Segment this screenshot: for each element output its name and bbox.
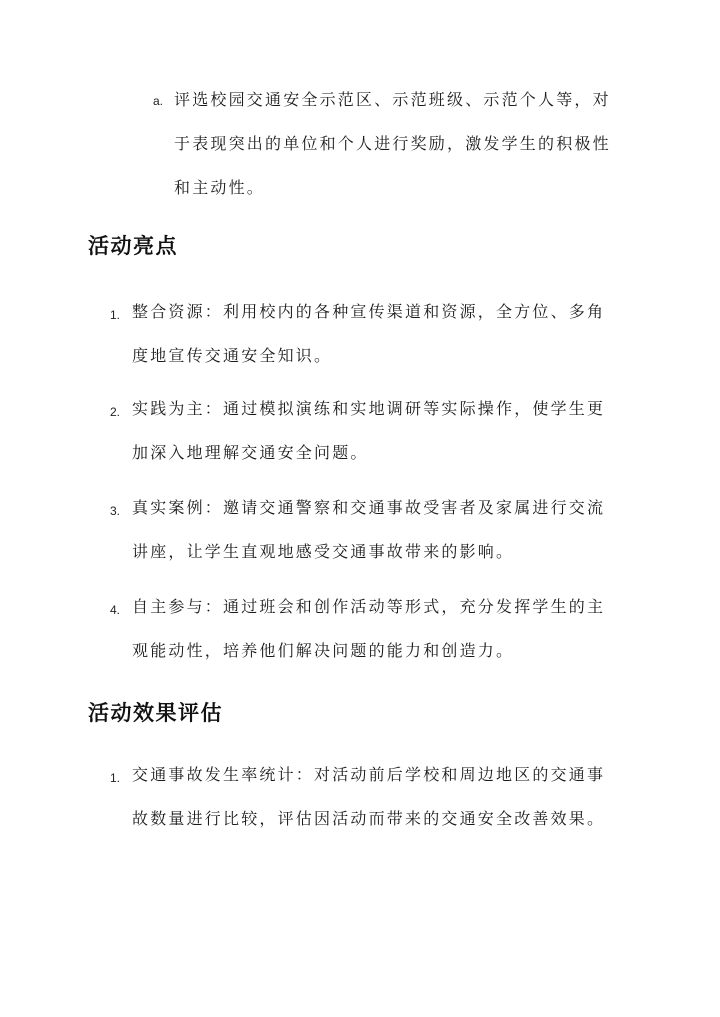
- list-item-line: 和主动性。: [174, 178, 266, 197]
- list-item-line: 真实案例：邀请交通警察和交通事故受害者及家属进行交流: [132, 498, 606, 517]
- list-item-line: 自主参与：通过班会和创作活动等形式，充分发挥学生的主: [132, 597, 606, 616]
- list-item-line: 实践为主：通过模拟演练和实地调研等实际操作，使学生更: [132, 399, 606, 418]
- list-item-line: 评选校园交通安全示范区、示范班级、示范个人等，对: [174, 90, 611, 109]
- list-marker: 1.: [110, 308, 121, 322]
- list-marker: 2.: [110, 405, 121, 419]
- list-item-line: 整合资源：利用校内的各种宣传渠道和资源，全方位、多角: [132, 302, 606, 321]
- list-marker: 3.: [110, 504, 121, 518]
- list-marker: 1.: [110, 771, 121, 785]
- list-marker: a.: [153, 94, 164, 108]
- list-item-line: 观能动性，培养他们解决问题的能力和创造力。: [132, 641, 515, 660]
- list-item-line: 加深入地理解交通安全问题。: [132, 443, 369, 462]
- list-item-line: 于表现突出的单位和个人进行奖励，激发学生的积极性: [174, 134, 611, 153]
- section-heading-evaluation: 活动效果评估: [88, 701, 223, 725]
- list-item-line: 故数量进行比较，评估因活动而带来的交通安全改善效果。: [132, 809, 606, 828]
- list-item-line: 交通事故发生率统计：对活动前后学校和周边地区的交通事: [132, 765, 606, 784]
- list-marker: 4.: [110, 603, 121, 617]
- list-item-line: 度地宣传交通安全知识。: [132, 346, 333, 365]
- section-heading-highlights: 活动亮点: [88, 234, 178, 258]
- list-item-line: 讲座，让学生直观地感受交通事故带来的影响。: [132, 542, 515, 561]
